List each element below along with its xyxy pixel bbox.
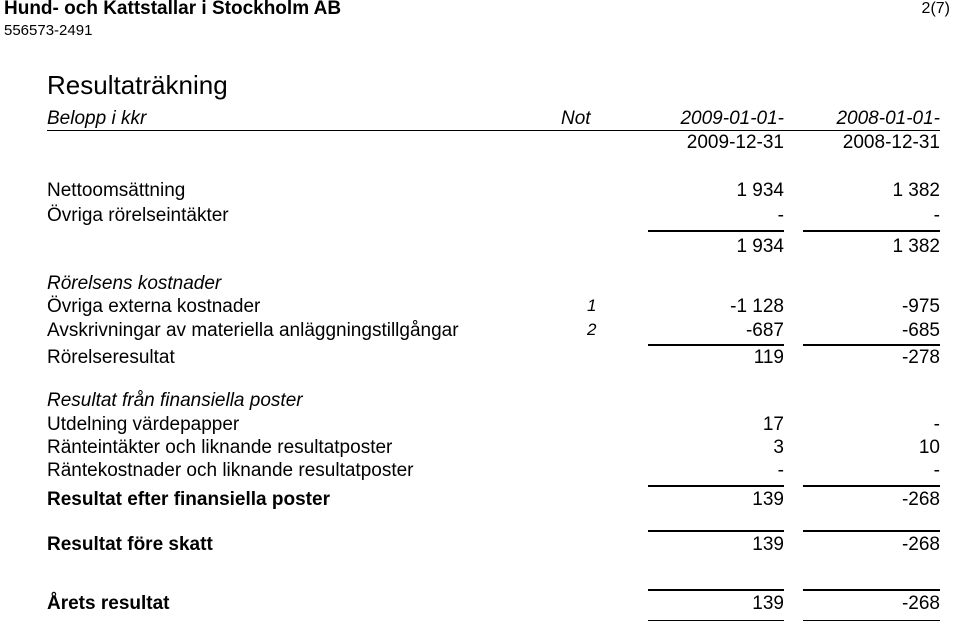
value-2008: 1 382: [892, 236, 940, 257]
row-avskrivningar: [47, 320, 940, 344]
value-2008: -268: [901, 593, 940, 614]
row-label: Årets resultat: [47, 593, 170, 614]
note-reference: 1: [587, 296, 597, 315]
row-nettoomsattning: [47, 180, 940, 204]
sum-line-2008: [803, 589, 940, 591]
row-rorelseresultat: [47, 347, 940, 371]
row-utdelning: [47, 414, 940, 438]
org-number: 556573-2491: [4, 22, 93, 39]
row-efter-finansiella: [47, 489, 940, 513]
value-2008: -: [933, 414, 940, 435]
row-label: Övriga rörelseintäkter: [47, 205, 229, 226]
note-column-header: Not: [561, 108, 591, 129]
value-2009: -1 128: [730, 296, 784, 317]
value-2008: -268: [901, 534, 940, 555]
period2-end: 2008-12-31: [842, 132, 940, 153]
sum-line-2009: [648, 344, 784, 346]
section-heading-kostnader: [47, 273, 940, 297]
sum-line-2009: [648, 589, 784, 591]
period1-end: 2009-12-31: [686, 132, 784, 153]
row-label: Nettoomsättning: [47, 180, 186, 201]
value-2008: -685: [901, 320, 940, 341]
section-heading: Rörelsens kostnader: [47, 273, 222, 294]
value-2008: 1 382: [892, 180, 940, 201]
page-title: Resultaträkning: [47, 70, 228, 100]
double-line-2009: [648, 620, 784, 621]
page-number: 2(7): [921, 0, 950, 17]
sum-line-2009: [648, 530, 784, 532]
amount-unit-label: Belopp i kkr: [47, 108, 147, 129]
row-label: Ränteintäkter och liknande resultatposter: [47, 437, 393, 458]
value-2009: 119: [753, 347, 784, 368]
value-2008: -278: [901, 347, 940, 368]
row-label: Räntekostnader och liknande resultatposter: [47, 460, 414, 481]
section-heading: Resultat från finansiella poster: [47, 390, 303, 411]
company-name: Hund- och Kattstallar i Stockholm AB: [4, 0, 342, 19]
value-2008: -: [933, 460, 940, 481]
value-2009: 3: [773, 437, 784, 458]
row-arets-resultat: [47, 593, 940, 617]
sum-line-2009: [648, 230, 784, 232]
value-2009: 1 934: [736, 180, 784, 201]
note-reference: 2: [587, 320, 597, 339]
period2-start: 2008-01-01-: [836, 108, 940, 129]
row-label: Rörelseresultat: [47, 347, 175, 368]
sum-line-2008: [803, 230, 940, 232]
value-2009: 139: [752, 489, 784, 510]
section-heading-finansiella: [47, 390, 940, 414]
value-2009: -: [777, 205, 784, 226]
row-ovriga-externa-kostnader: [47, 296, 940, 320]
double-line-2008: [803, 620, 940, 621]
row-label: Övriga externa kostnader: [47, 296, 261, 317]
value-2008: -975: [901, 296, 940, 317]
row-label: Utdelning värdepapper: [47, 414, 240, 435]
row-fore-skatt: [47, 534, 940, 558]
value-2009: -687: [745, 320, 784, 341]
sum-line-2008: [803, 344, 940, 346]
value-2009: 139: [752, 593, 784, 614]
header-divider: [47, 130, 940, 131]
row-label: Resultat före skatt: [47, 534, 213, 555]
value-2009: -: [777, 460, 784, 481]
row-rantekostnader: [47, 460, 940, 484]
sum-line-2009: [648, 485, 784, 487]
row-label: Resultat efter finansiella poster: [47, 489, 330, 510]
value-2009: 139: [752, 534, 784, 555]
sum-line-2008: [803, 485, 940, 487]
value-2008: -268: [901, 489, 940, 510]
value-2009: 1 934: [736, 236, 784, 257]
period1-start: 2009-01-01-: [680, 108, 784, 129]
value-2008: -: [933, 205, 940, 226]
value-2009: 17: [762, 414, 784, 435]
row-label: Avskrivningar av materiella anläggningstillgångar: [47, 320, 459, 341]
row-ovriga-rorelseintakter: [47, 205, 940, 229]
sum-line-2008: [803, 530, 940, 532]
row-summa-intakter: [47, 236, 940, 260]
value-2008: 10: [918, 437, 940, 458]
row-ranteintakter: [47, 437, 940, 461]
